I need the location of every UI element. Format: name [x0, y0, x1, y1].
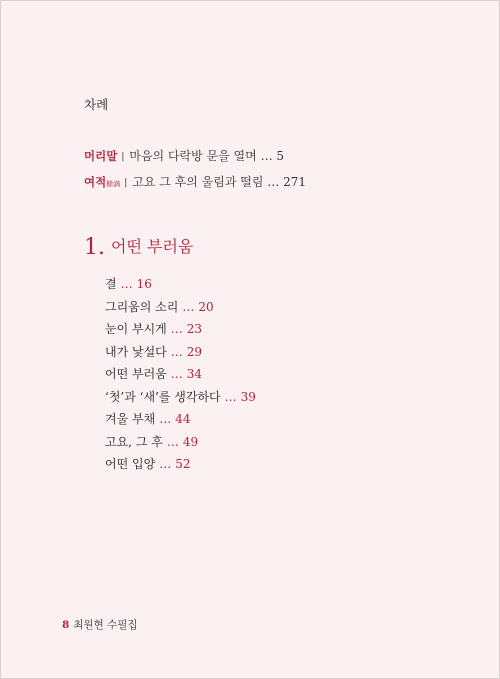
front-matter-preface	[84, 147, 284, 164]
chapter-number: 1.	[84, 235, 105, 260]
entry-dots: …	[159, 457, 172, 471]
front-matter-tag: 머리말	[84, 149, 118, 163]
toc-entry	[105, 273, 256, 296]
entry-dots: …	[170, 322, 183, 336]
entry-title: 겨울 부채	[105, 412, 156, 426]
toc-entry	[105, 431, 256, 454]
entry-title: 내가 낯설다	[105, 344, 167, 359]
entry-title: 어떤 입양	[105, 457, 156, 471]
entry-dots: …	[120, 277, 133, 291]
toc-title: 차례	[84, 97, 109, 112]
front-matter-afterword	[84, 173, 306, 190]
front-matter-page: 5	[276, 149, 285, 163]
entry-dots: …	[170, 344, 183, 359]
footer-book-title: 최원현 수필집	[73, 619, 138, 631]
entry-page: 34	[186, 367, 203, 381]
entry-page: 23	[186, 322, 203, 336]
front-matter-tag-hanja: 餘滴	[106, 180, 121, 188]
front-matter-tag: 여적	[84, 175, 107, 189]
entry-page: 29	[186, 344, 203, 359]
entry-page: 16	[136, 277, 152, 291]
page-footer	[62, 617, 138, 632]
chapter-title: 어떤 부러움	[111, 237, 194, 256]
toc-entry	[105, 408, 256, 431]
chapter-heading	[84, 234, 193, 260]
entry-dots: …	[159, 412, 172, 426]
entry-page: 49	[182, 434, 199, 449]
entry-title: 눈이 부시게	[105, 322, 167, 336]
entry-title: 그리움의 소리	[105, 299, 179, 314]
entry-title: 결	[105, 277, 117, 291]
entry-title: ‘첫’과 ‘새’를 생각하다	[105, 389, 221, 404]
entry-page: 39	[240, 389, 256, 404]
toc-entry	[105, 296, 256, 319]
entry-title: 어떤 부러움	[105, 367, 167, 381]
entry-dots: …	[166, 434, 179, 449]
entry-dots: …	[224, 389, 237, 404]
front-matter-dots: …	[267, 175, 280, 189]
front-matter-dots: …	[260, 149, 273, 163]
toc-entry	[105, 341, 256, 364]
front-matter-text: 고요 그 후의 울림과 떨림	[132, 175, 264, 189]
entry-page: 20	[198, 299, 214, 314]
entry-page: 52	[175, 457, 191, 471]
front-matter-page: 271	[283, 175, 307, 189]
toc-entry	[105, 363, 256, 386]
entry-dots: …	[170, 367, 183, 381]
entry-title: 고요, 그 후	[105, 434, 163, 449]
toc-entry	[105, 318, 256, 341]
toc-entries	[105, 273, 256, 476]
entry-dots: …	[182, 299, 195, 314]
front-matter-text: 마음의 다락방 문을 열며	[129, 149, 257, 163]
entry-page: 44	[175, 412, 191, 426]
footer-page-number: 8	[62, 619, 70, 631]
toc-entry	[105, 453, 256, 476]
separator-bar: |	[124, 178, 128, 188]
toc-entry	[105, 386, 256, 409]
separator-bar: |	[121, 152, 125, 162]
